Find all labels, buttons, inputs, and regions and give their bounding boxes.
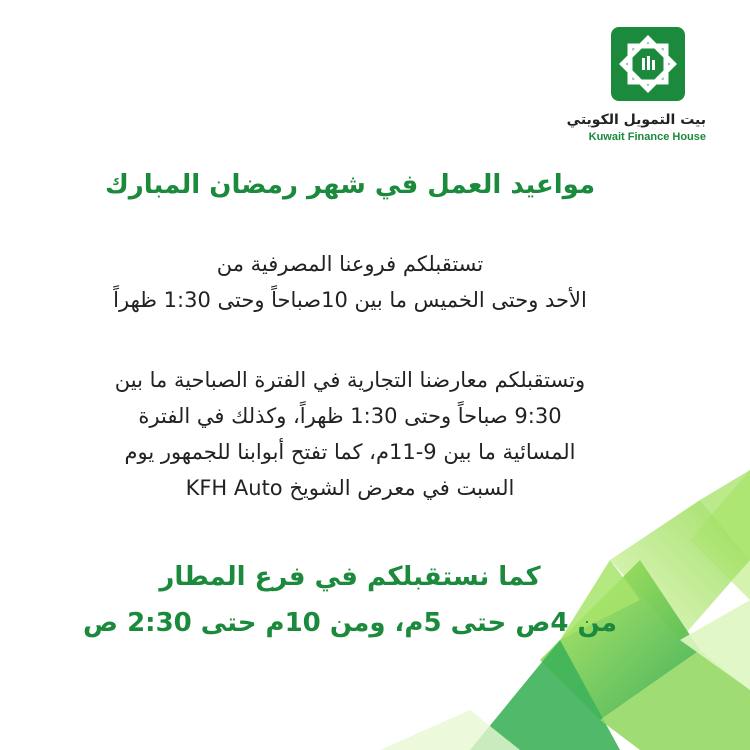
airport-heading: كما نستقبلكم في فرع المطار (159, 562, 541, 592)
logo-arabic-name: بيت التمويل الكويتي (566, 112, 706, 128)
branches-line-2: الأحد وحتى الخميس ما بين 10صباحاً وحتى 1:30 ظهراً (113, 288, 587, 312)
showrooms-line-1: وتستقبلكم معارضنا التجارية في الفترة الصباحية ما بين (114, 368, 586, 392)
kfh-emblem-icon (618, 34, 678, 94)
showrooms-hours (40, 362, 660, 506)
logo-english-name: Kuwait Finance House (588, 131, 706, 143)
page-title: مواعيد العمل في شهر رمضان المبارك (104, 170, 596, 200)
branches-hours (40, 246, 660, 318)
showrooms-line-2: 9:30 صباحاً وحتى 1:30 ظهراً، وكذلك في الفترة (138, 404, 562, 428)
branches-line-1: تستقبلكم فروعنا المصرفية من (216, 252, 484, 276)
airport-hours: من 4ص حتى 5م، ومن 10م حتى 2:30 ص (83, 608, 617, 638)
showrooms-line-4: السبت في معرض الشويخ KFH Auto (185, 476, 515, 500)
kfh-logo (611, 27, 685, 101)
showrooms-line-3: المسائية ما بين 9-11م، كما تفتح أبوابنا للجمهور يوم (124, 440, 576, 464)
